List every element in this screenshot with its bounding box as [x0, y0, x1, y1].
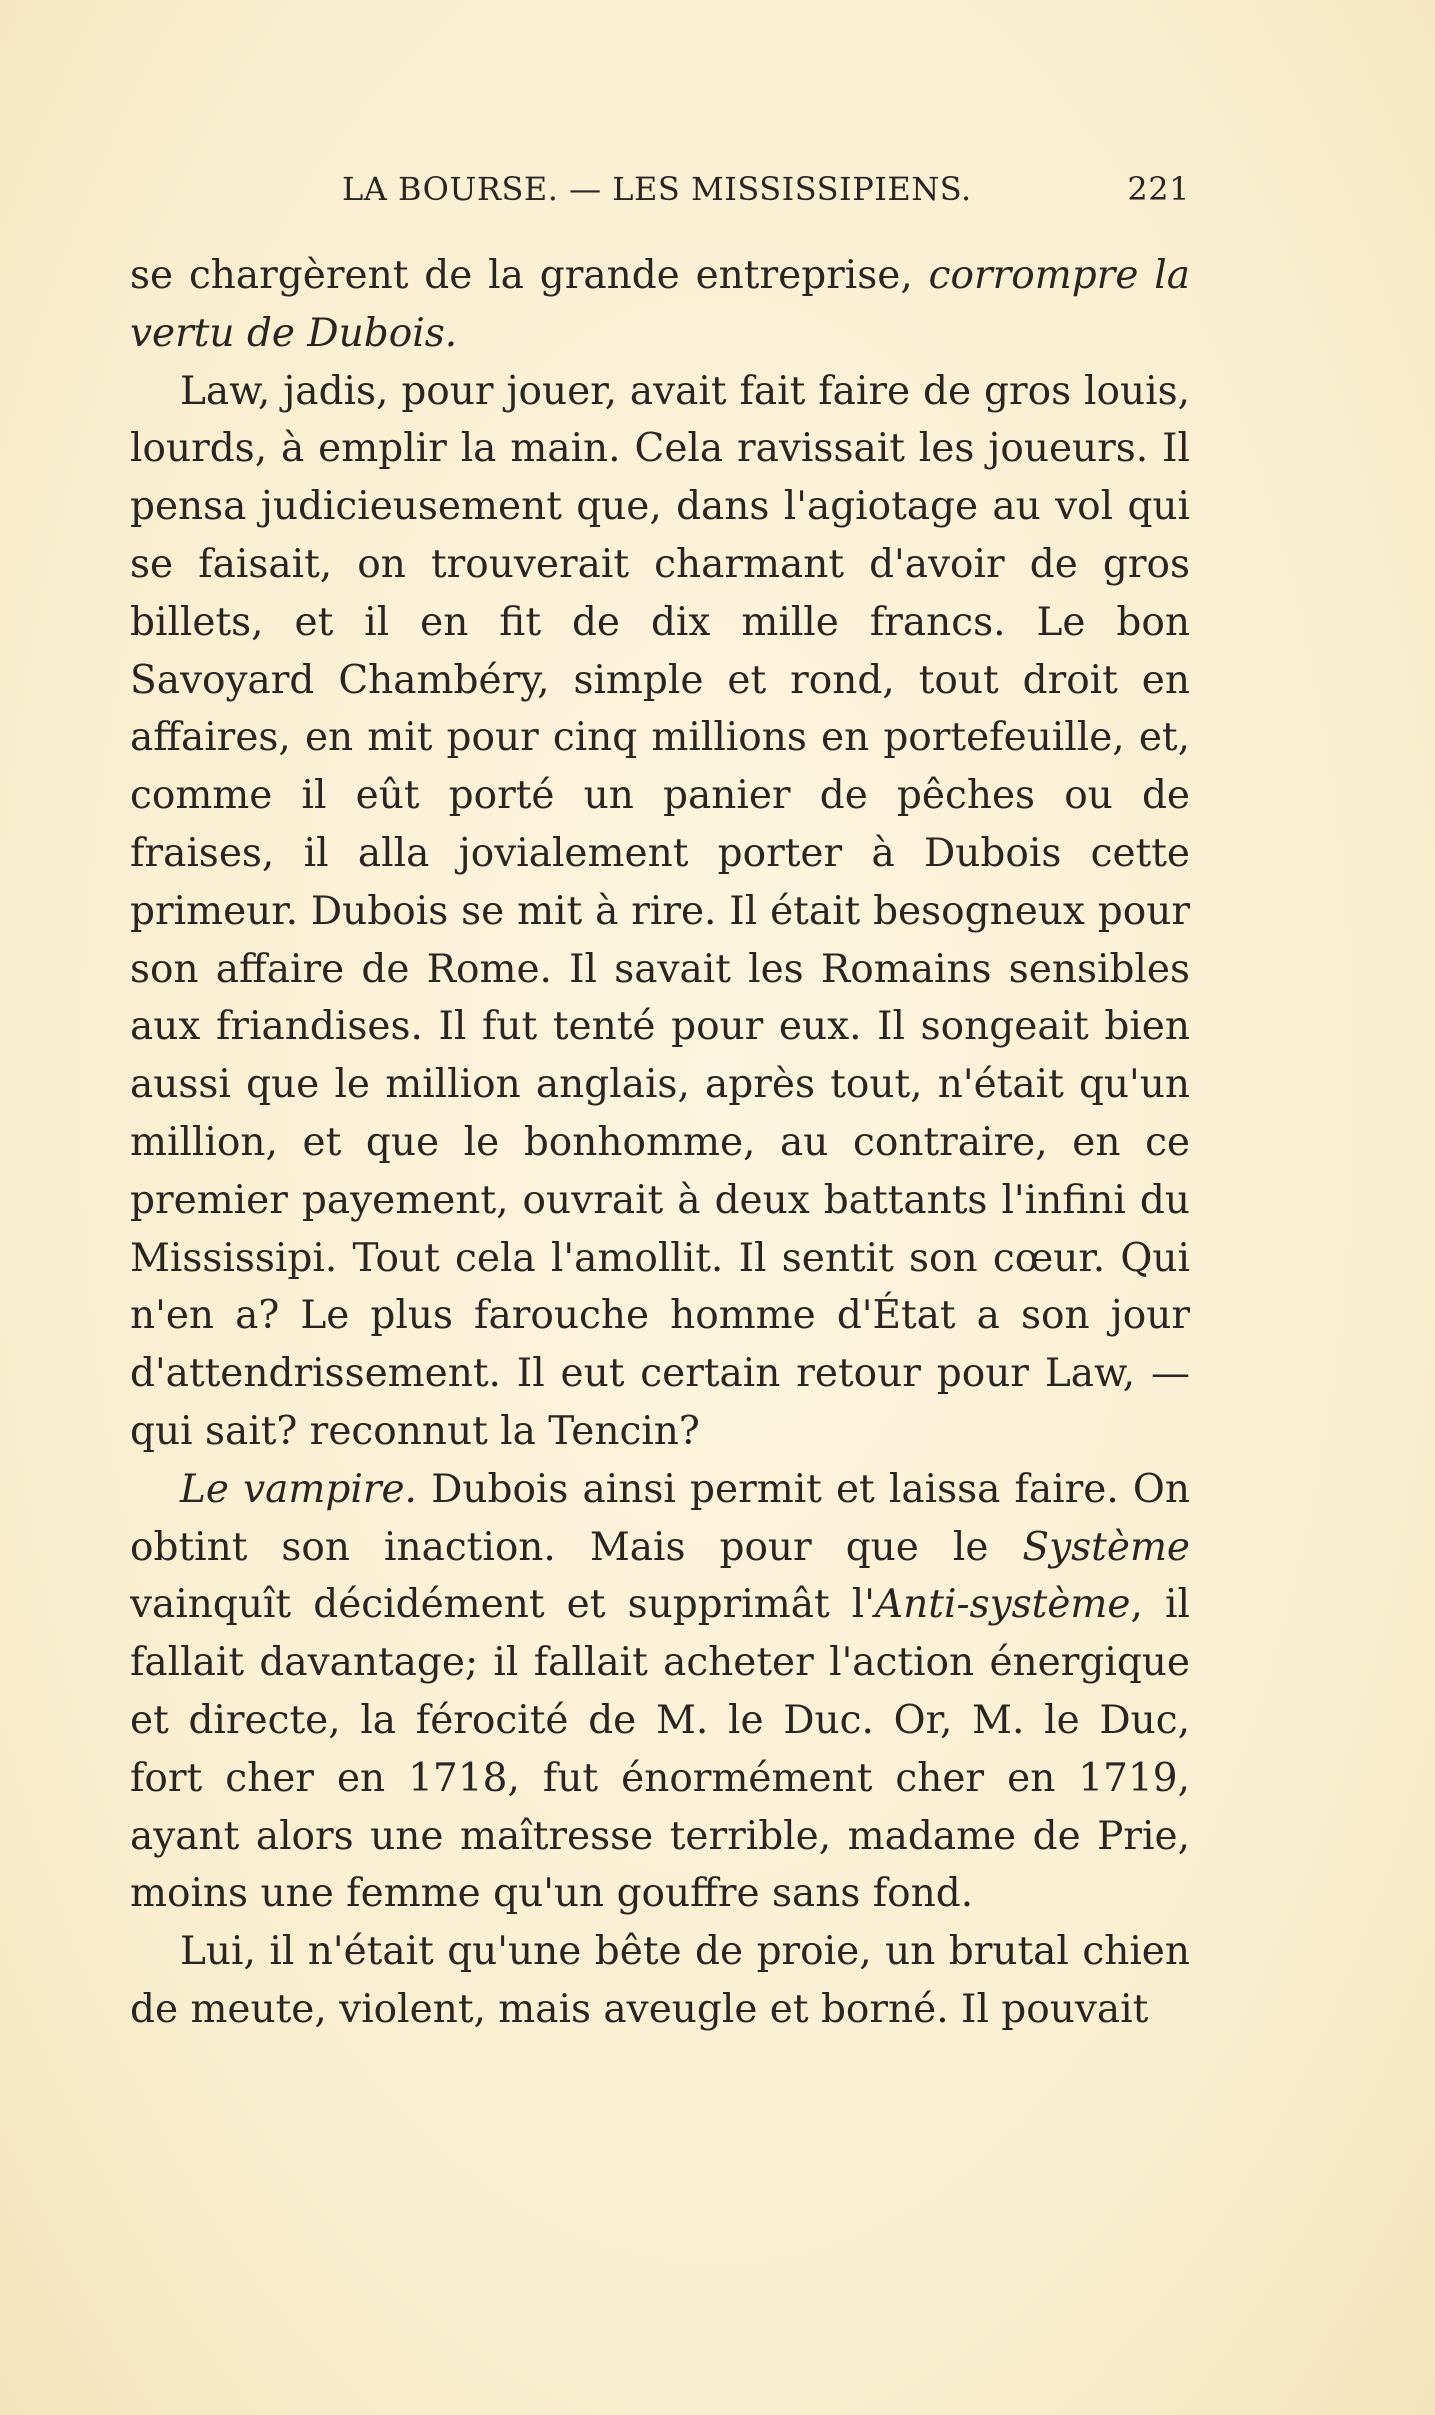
body-text	[130, 247, 1190, 2039]
italic-segment: Anti-système	[875, 1582, 1131, 1628]
paragraph-lui	[130, 1923, 1190, 2039]
page-header	[130, 170, 1190, 220]
text-segment: , il fallait davantage; il fallait acheter l'action énergique et directe, la férocité de M. le Duc. Or, M. le Duc, fort cher en 1718, fut énormément cher en 1719, ayant alors une maîtresse terrible, madame de Prie, moins une femme qu'un gouffre sans fond.	[130, 1582, 1190, 1917]
page-number: 221	[1127, 170, 1190, 208]
running-title: LA BOURSE. — LES MISSISSIPIENS.	[342, 170, 972, 208]
paragraph-le-vampire	[130, 1461, 1190, 1923]
italic-segment: Le vampire.	[180, 1466, 417, 1512]
paragraph-continuation	[130, 247, 1190, 363]
italic-segment: Système	[1022, 1524, 1190, 1570]
paragraph-law-billets	[130, 363, 1190, 1461]
italic-segment: corrompre la vertu de Dubois.	[130, 253, 1190, 356]
text-segment: vainquît décidément et supprimât l'	[130, 1582, 876, 1628]
text-segment: Law, jadis, pour jouer, avait fait faire de gros louis, lourds, à emplir la main. Cela ravissait les joueurs. Il pensa judicieusement que, dans l'agiotage au vol qui se faisait, on trouverait charmant d'avoir de gros billets, et il en fit de dix mille francs. Le bon Savoyard Chambéry, simple et rond, tout droit en affaires, en mit pour cinq millions en portefeuille, et, comme il eût porté un panier de pêches ou de fraises, il alla jovialement porter à Dubois cette primeur. Dubois se mit à rire. Il était besogneux pour son affaire de Rome. Il savait les Romains sensibles aux friandises. Il fut tenté pour eux. Il songeait bien aussi que le million anglais, après tout, n'était qu'un million, et que le bonhomme, au contraire, en ce premier payement, ouvrait à deux battants l'infini du Mississipi. Tout cela l'amollit. Il sentit son cœur. Qui n'en a? Le plus farouche homme d'État a son jour d'attendrissement. Il eut certain retour pour Law, — qui sait? reconnut la Tencin?	[130, 368, 1190, 1454]
text-segment: se chargèrent de la grande entreprise,	[130, 253, 929, 298]
text-segment: Lui, il n'était qu'une bête de proie, un brutal chien de meute, violent, mais aveugle et borné. Il pouvait	[130, 1929, 1190, 2032]
text-segment: Dubois ainsi permit et laissa faire. On obtint son inaction. Mais pour que le	[130, 1466, 1191, 1570]
